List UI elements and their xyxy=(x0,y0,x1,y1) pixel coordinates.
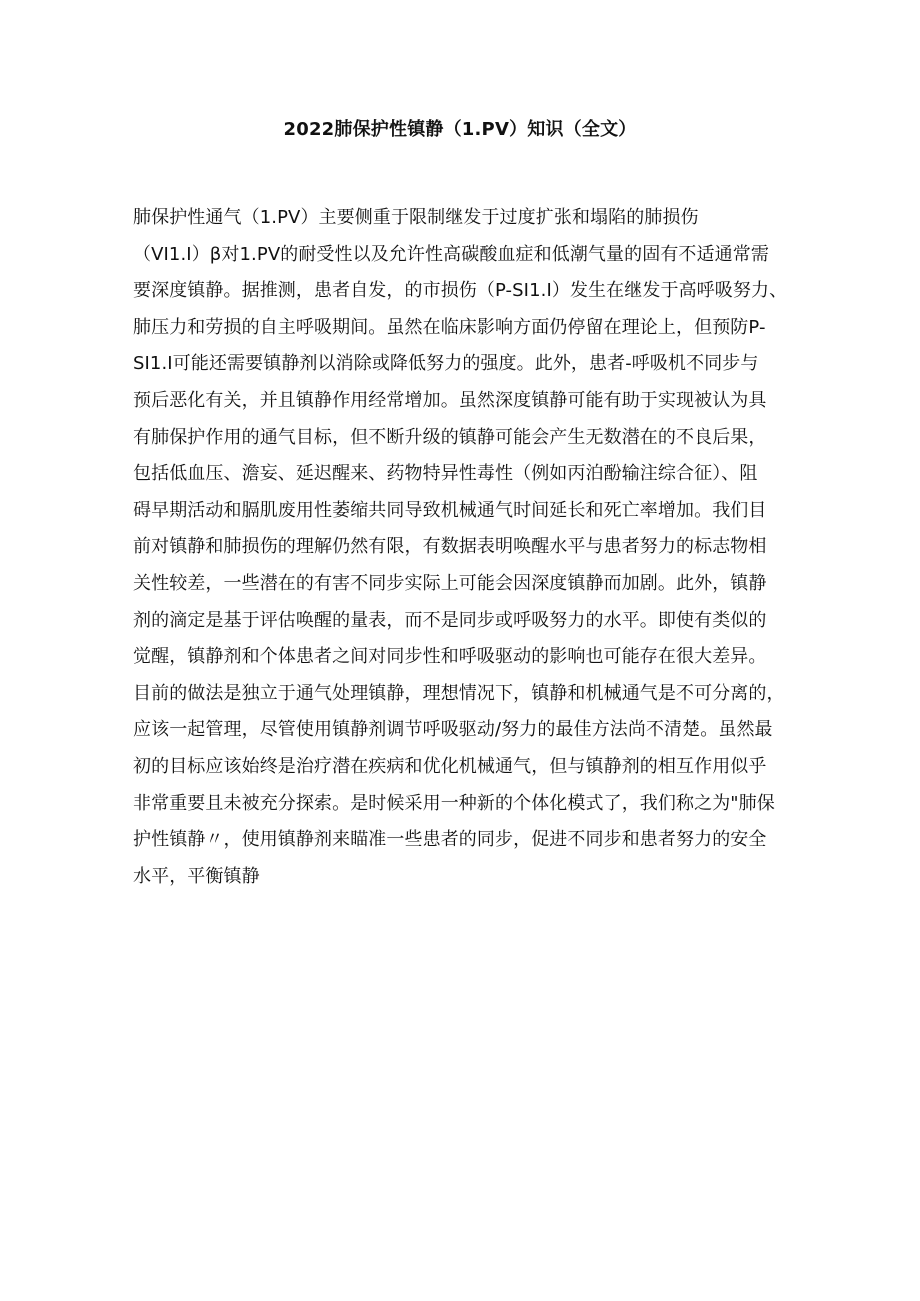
body-line: 预后恶化有关，并且镇静作用经常增加。虽然深度镇静可能有助于实现被认为具 xyxy=(133,389,767,411)
body-line: 觉醒，镇静剂和个体患者之间对同步性和呼吸驱动的影响也可能存在很大差异。 xyxy=(133,646,767,668)
body-line: 肺压力和劳损的自主呼吸期间。虽然在临床影响方面仍停留在理论上，但预防P- xyxy=(133,316,766,338)
body-line: 有肺保护作用的通气目标，但不断升级的镇静可能会产生无数潜在的不良后果， xyxy=(133,426,767,448)
body-line: 剂的滴定是基于评估唤醒的量表，而不是同步或呼吸努力的水平。即使有类似的 xyxy=(133,609,767,631)
body-line: 护性镇静〃，使用镇静剂来瞄准一些患者的同步，促进不同步和患者努力的安全 xyxy=(133,829,767,851)
document-title: 2022肺保护性镇静（1.PV）知识（全文） xyxy=(283,119,637,140)
body-line: 包括低血压、澹妄、延迟醒来、药物特异性毒性（例如丙泊酚输注综合征）、阻 xyxy=(133,463,758,485)
body-line: SI1.I可能还需要镇静剂以消除或降低努力的强度。此外，患者-呼吸机不同步与 xyxy=(133,353,759,375)
body-line: 碍早期活动和膈肌废用性萎缩共同导致机械通气时间延长和死亡率增加。我们目 xyxy=(133,499,767,521)
body-line: 肺保护性通气（1.PV）主要侧重于限制继发于过度扩张和塌陷的肺损伤 xyxy=(133,207,699,228)
body-line: 水平，平衡镇静 xyxy=(133,865,260,887)
document-body xyxy=(133,200,813,895)
body-line: 非常重要且未被充分探索。是时候采用一种新的个体化模式了，我们称之为"肺保 xyxy=(133,792,775,814)
body-line: 关性较差，一些潜在的有害不同步实际上可能会因深度镇静而加剧。此外，镇静 xyxy=(133,572,767,594)
body-line: （VI1.I）β对1.PV的耐受性以及允许性高碳酸血症和低潮气量的固有不适通常需 xyxy=(133,243,769,265)
body-line: 初的目标应该始终是治疗潜在疾病和优化机械通气，但与镇静剂的相互作用似乎 xyxy=(133,755,767,777)
body-line: 目前的做法是独立于通气处理镇静，理想情况下，镇静和机械通气是不可分离的， xyxy=(133,682,785,704)
body-line: 要深度镇静。据推测，患者自发，的市损伤（P-SI1.I）发生在继发于高呼吸努力、 xyxy=(133,280,788,302)
body-line: 应该一起管理，尽管使用镇静剂调节呼吸驱动/努力的最佳方法尚不清楚。虽然最 xyxy=(133,719,773,741)
body-line: 前对镇静和肺损伤的理解仍然有限，有数据表明唤醒水平与患者努力的标志物相 xyxy=(133,536,767,558)
